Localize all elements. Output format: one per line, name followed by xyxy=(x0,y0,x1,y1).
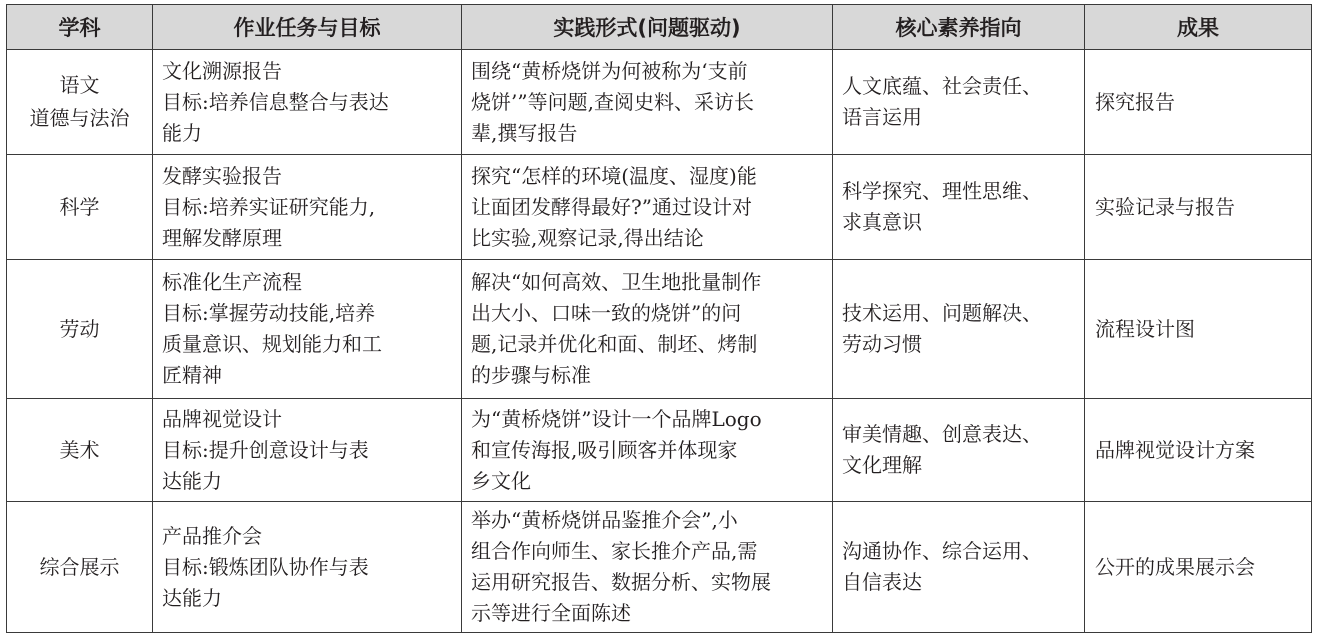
task-line: 达能力 xyxy=(162,468,222,493)
practice-line: 为“黄桥烧饼”设计一个品牌Logo xyxy=(471,406,762,431)
literacy-line: 自信表达 xyxy=(842,570,922,594)
practice-line: 组合作向师生、家长推介产品,需 xyxy=(471,539,758,563)
task-line: 理解发酵原理 xyxy=(162,225,282,250)
literacy-line: 审美情趣、创意表达、 xyxy=(842,422,1042,446)
task-cell xyxy=(153,50,462,155)
task-title: 产品推介会 xyxy=(162,523,262,548)
subject-cell xyxy=(7,502,153,633)
header-task: 作业任务与目标 xyxy=(153,5,462,50)
literacy-cell xyxy=(833,50,1085,155)
practice-line: 乡文化 xyxy=(471,468,531,493)
literacy-cell xyxy=(833,399,1085,502)
practice-cell xyxy=(462,399,833,502)
literacy-cell xyxy=(833,155,1085,260)
practice-cell xyxy=(462,502,833,633)
header-subject: 学科 xyxy=(7,5,153,50)
task-line: 达能力 xyxy=(162,585,222,610)
outcome-cell: 流程设计图 xyxy=(1085,260,1312,399)
literacy-line: 求真意识 xyxy=(842,210,922,234)
practice-line: 题,记录并优化和面、制坯、烤制 xyxy=(471,332,758,356)
subject-line: 美术 xyxy=(59,437,100,462)
subject-cell xyxy=(7,399,153,502)
task-cell xyxy=(153,155,462,260)
header-row xyxy=(7,5,1312,50)
header-outcome: 成果 xyxy=(1085,5,1312,50)
task-cell xyxy=(153,502,462,633)
practice-line: 探究“怎样的环境(温度、湿度)能 xyxy=(471,163,757,188)
practice-line: 比实验,观察记录,得出结论 xyxy=(471,225,704,250)
table-row xyxy=(7,260,1312,399)
literacy-line: 文化理解 xyxy=(842,453,922,477)
table-row xyxy=(7,399,1312,502)
task-line: 目标:培养信息整合与表达 xyxy=(162,89,389,114)
task-title: 文化溯源报告 xyxy=(162,58,282,83)
header-literacy: 核心素养指向 xyxy=(833,5,1085,50)
subject-cell xyxy=(7,260,153,399)
practice-cell xyxy=(462,50,833,155)
practice-line: 围绕“黄桥烧饼为何被称为‘支前 xyxy=(471,58,748,83)
literacy-line: 沟通协作、综合运用、 xyxy=(842,539,1042,563)
practice-line: 解决“如何高效、卫生地批量制作 xyxy=(471,270,762,294)
table-row xyxy=(7,502,1312,633)
subject-line: 劳动 xyxy=(59,316,100,341)
task-line: 目标:提升创意设计与表 xyxy=(162,437,369,462)
table-row xyxy=(7,50,1312,155)
literacy-line: 技术运用、问题解决、 xyxy=(842,301,1042,325)
task-line: 目标:培养实证研究能力, xyxy=(162,194,376,219)
practice-line: 的步骤与标准 xyxy=(471,363,591,387)
task-line: 目标:掌握劳动技能,培养 xyxy=(162,301,376,325)
practice-line: 和宣传海报,吸引顾客并体现家 xyxy=(471,437,738,462)
subject-line: 科学 xyxy=(59,194,100,219)
outcome-cell: 品牌视觉设计方案 xyxy=(1085,399,1312,502)
practice-line: 让面团发酵得最好?”通过设计对 xyxy=(471,194,752,219)
practice-line: 出大小、口味一致的烧饼”的问 xyxy=(471,301,742,325)
literacy-line: 科学探究、理性思维、 xyxy=(842,179,1042,203)
literacy-line: 人文底蕴、社会责任、 xyxy=(842,74,1042,98)
subject-line: 综合展示 xyxy=(39,554,120,579)
practice-line: 运用研究报告、数据分析、实物展 xyxy=(471,570,771,594)
task-title: 品牌视觉设计 xyxy=(162,406,282,431)
task-line: 目标:锻炼团队协作与表 xyxy=(162,554,369,579)
header-practice: 实践形式(问题驱动) xyxy=(462,5,833,50)
subject-line: 语文 xyxy=(59,73,100,97)
subject-line: 道德与法治 xyxy=(29,106,130,130)
task-line: 质量意识、规划能力和工 xyxy=(162,332,382,356)
task-line: 匠精神 xyxy=(162,363,222,387)
literacy-line: 劳动习惯 xyxy=(842,332,922,356)
task-line: 能力 xyxy=(162,120,202,145)
literacy-line: 语言运用 xyxy=(842,105,922,129)
subject-cell xyxy=(7,155,153,260)
practice-cell xyxy=(462,155,833,260)
practice-line: 示等进行全面陈述 xyxy=(471,601,631,625)
practice-cell xyxy=(462,260,833,399)
table-row xyxy=(7,155,1312,260)
task-cell xyxy=(153,260,462,399)
literacy-cell xyxy=(833,502,1085,633)
curriculum-table xyxy=(6,4,1312,633)
task-cell xyxy=(153,399,462,502)
outcome-cell: 实验记录与报告 xyxy=(1085,155,1312,260)
table-wrapper xyxy=(6,4,1311,633)
outcome-cell: 公开的成果展示会 xyxy=(1085,502,1312,633)
practice-line: 举办“黄桥烧饼品鉴推介会”,小 xyxy=(471,508,738,532)
outcome-cell: 探究报告 xyxy=(1085,50,1312,155)
subject-cell xyxy=(7,50,153,155)
task-title: 发酵实验报告 xyxy=(162,163,282,188)
practice-line: 辈,撰写报告 xyxy=(471,120,578,145)
literacy-cell xyxy=(833,260,1085,399)
practice-line: 烧饼’”等问题,查阅史料、采访长 xyxy=(471,89,754,114)
task-title: 标准化生产流程 xyxy=(162,270,302,294)
